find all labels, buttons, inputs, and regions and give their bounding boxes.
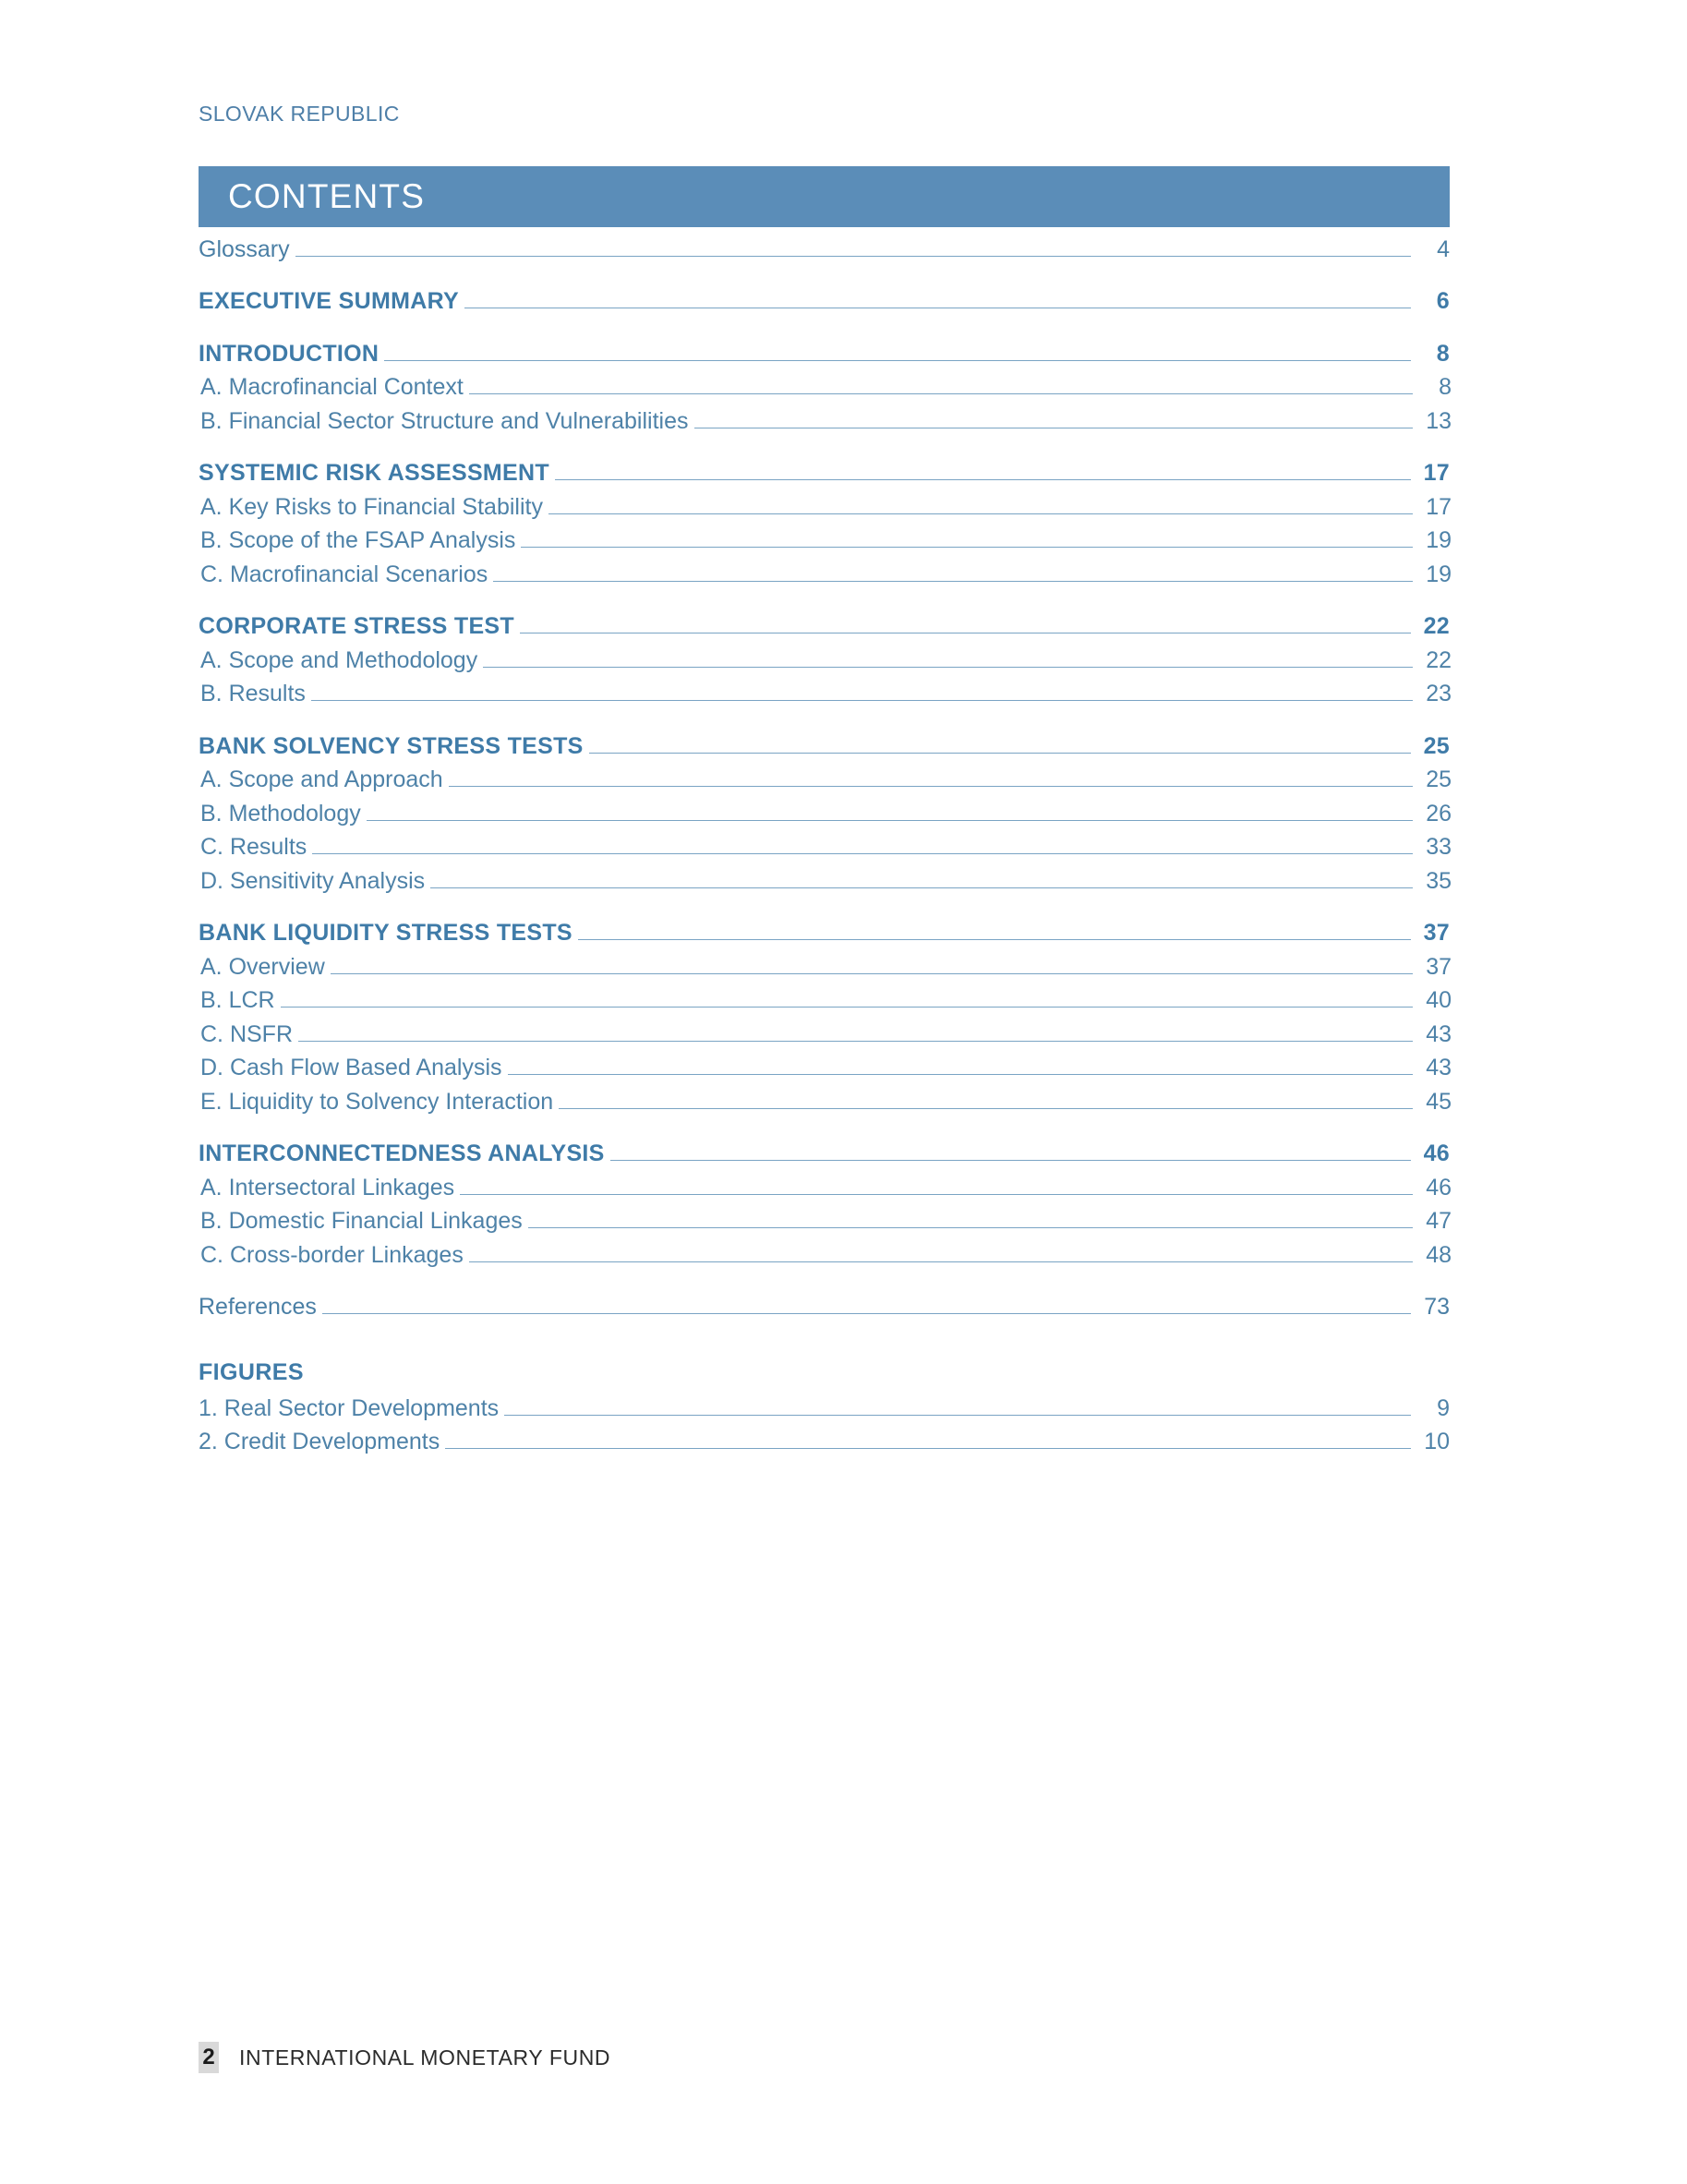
toc-entry-label: References: [199, 1294, 317, 1320]
toc-spacer: [199, 1267, 1450, 1285]
toc-leader-line: [520, 615, 1411, 634]
toc-leader-line: [311, 682, 1413, 702]
toc-leader-line: [469, 376, 1413, 395]
toc-leader-line: [508, 1056, 1413, 1076]
contents-header-bar: [199, 166, 1450, 227]
toc-entry-page: 8: [1439, 374, 1452, 400]
toc-entry-page: 46: [1423, 1140, 1450, 1166]
toc-entry[interactable]: [199, 1296, 1450, 1320]
toc-entry[interactable]: [199, 562, 1452, 586]
toc-entry-label: B. Domestic Financial Linkages: [200, 1208, 523, 1234]
toc-entry-page: 22: [1423, 613, 1450, 639]
toc-entry-label: A. Overview: [200, 953, 325, 980]
toc-leader-line: [298, 1022, 1413, 1042]
toc-leader-line: [555, 462, 1411, 481]
toc-entry-label: C. Macrofinancial Scenarios: [200, 561, 488, 587]
toc-entry-label: Glossary: [199, 235, 290, 262]
toc-entry[interactable]: [199, 237, 1450, 261]
toc-leader-line: [694, 409, 1413, 428]
toc-entry[interactable]: [199, 869, 1452, 893]
page-footer: [199, 2042, 610, 2073]
toc-entry-page: 13: [1426, 407, 1452, 434]
toc-entry-page: 73: [1424, 1294, 1450, 1320]
toc-leader-line: [521, 529, 1413, 549]
toc-entry-page: 17: [1426, 493, 1452, 520]
toc-spacer: [199, 706, 1450, 724]
toc-leader-line: [589, 734, 1411, 754]
toc-leader-line: [548, 495, 1413, 514]
toc-spacer: [199, 586, 1450, 605]
toc-entry-page: 9: [1437, 1394, 1450, 1421]
toc-entry[interactable]: [199, 1243, 1452, 1267]
toc-spacer: [199, 893, 1450, 911]
running-head: SLOVAK REPUBLIC: [199, 102, 400, 126]
toc-entry-label: B. LCR: [200, 987, 275, 1013]
toc-leader-line: [504, 1396, 1411, 1416]
toc-entry[interactable]: [199, 462, 1450, 486]
toc-leader-line: [312, 836, 1413, 855]
toc-entry-page: 19: [1426, 561, 1452, 587]
toc-leader-line: [460, 1176, 1413, 1195]
toc-entry-page: 23: [1426, 681, 1452, 706]
toc-leader-line: [464, 290, 1411, 309]
toc-entry-page: 6: [1436, 288, 1450, 314]
toc-entry-label: B. Methodology: [200, 800, 361, 827]
toc-entry-page: 37: [1423, 920, 1450, 946]
toc-entry[interactable]: [199, 615, 1450, 639]
toc-entry[interactable]: [199, 1022, 1452, 1046]
toc-entry-label: B. Financial Sector Structure and Vulnerabilities: [200, 407, 689, 434]
toc-entry-page: 19: [1426, 527, 1452, 553]
toc-entry-label: SYSTEMIC RISK ASSESSMENT: [199, 460, 549, 486]
toc-entry[interactable]: [199, 1396, 1450, 1420]
toc-entry-label: B. Results: [200, 681, 306, 706]
organization-name: INTERNATIONAL MONETARY FUND: [239, 2045, 611, 2069]
toc-spacer: [199, 433, 1450, 452]
toc-leader-line: [384, 342, 1411, 361]
toc-entry-label: A. Macrofinancial Context: [200, 374, 464, 400]
toc-entry[interactable]: [199, 495, 1452, 519]
toc-entry[interactable]: [199, 682, 1452, 706]
toc-entry[interactable]: [199, 768, 1452, 792]
toc-leader-line: [322, 1296, 1411, 1315]
toc-entry[interactable]: [199, 1210, 1452, 1234]
toc-leader-line: [295, 237, 1411, 257]
toc-entry[interactable]: [199, 290, 1450, 314]
toc-entry-label: INTERCONNECTEDNESS ANALYSIS: [199, 1140, 605, 1166]
page-content: [199, 0, 1450, 1454]
contents-title: CONTENTS: [228, 177, 426, 215]
toc-entry-label: CORPORATE STRESS TEST: [199, 613, 514, 639]
toc-entry-page: 26: [1426, 800, 1452, 827]
toc-entry[interactable]: [199, 955, 1452, 979]
toc-leader-line: [528, 1210, 1413, 1229]
toc-entry[interactable]: [199, 1430, 1450, 1454]
toc-leader-line: [610, 1142, 1411, 1162]
toc-entry-label: E. Liquidity to Solvency Interaction: [200, 1088, 554, 1115]
toc-entry-page: 33: [1426, 834, 1452, 860]
toc-leader-line: [483, 648, 1413, 668]
toc-spacer: [199, 261, 1450, 280]
toc-entry-label: C. Cross-border Linkages: [200, 1241, 464, 1268]
toc-leader-line: [559, 1090, 1413, 1109]
toc-entry[interactable]: [199, 836, 1452, 860]
toc-entry-page: 25: [1426, 766, 1452, 792]
toc-entry-page: 43: [1426, 1055, 1452, 1080]
toc-entry-page: 45: [1426, 1088, 1452, 1115]
toc-entry-page: 46: [1426, 1174, 1452, 1201]
toc-entry-label: A. Intersectoral Linkages: [200, 1174, 455, 1201]
toc-entry[interactable]: [199, 922, 1450, 946]
toc-entry-label: D. Sensitivity Analysis: [200, 867, 426, 894]
toc-entry[interactable]: [199, 648, 1452, 672]
toc-entry-label: 1. Real Sector Developments: [199, 1394, 500, 1421]
toc-leader-line: [469, 1243, 1413, 1262]
toc-entry-page: 40: [1426, 987, 1452, 1013]
page-number: 2: [199, 2042, 219, 2073]
toc-entry[interactable]: [199, 529, 1452, 553]
figures-list: [199, 1396, 1450, 1454]
toc-entry-page: 47: [1426, 1208, 1452, 1234]
toc-entry[interactable]: [199, 802, 1452, 826]
toc-entry-label: BANK LIQUIDITY STRESS TESTS: [199, 920, 572, 946]
toc-entry-page: 4: [1437, 235, 1450, 262]
table-of-contents: [199, 237, 1450, 1319]
toc-entry-label: INTRODUCTION: [199, 340, 380, 367]
toc-entry-page: 8: [1436, 340, 1450, 367]
toc-entry-label: C. NSFR: [200, 1020, 293, 1047]
toc-entry[interactable]: [199, 989, 1452, 1013]
toc-entry-page: 10: [1424, 1429, 1450, 1454]
toc-entry[interactable]: [199, 409, 1452, 433]
toc-entry[interactable]: [199, 342, 1450, 366]
toc-entry[interactable]: [199, 1142, 1450, 1166]
toc-leader-line: [430, 869, 1413, 888]
toc-entry-page: 48: [1426, 1241, 1452, 1268]
toc-entry-page: 35: [1426, 867, 1452, 894]
toc-entry-page: 25: [1423, 732, 1450, 759]
toc-leader-line: [281, 989, 1413, 1008]
toc-entry-page: 22: [1426, 646, 1452, 673]
toc-entry-label: 2. Credit Developments: [199, 1429, 440, 1454]
toc-leader-line: [578, 922, 1411, 941]
toc-entry[interactable]: [199, 1090, 1452, 1114]
toc-leader-line: [367, 802, 1413, 821]
toc-leader-line: [449, 768, 1413, 788]
toc-entry-page: 37: [1426, 953, 1452, 980]
toc-entry-page: 17: [1423, 460, 1450, 486]
toc-entry-label: EXECUTIVE SUMMARY: [199, 288, 459, 314]
toc-entry[interactable]: [199, 1176, 1452, 1200]
toc-entry-label: D. Cash Flow Based Analysis: [200, 1055, 502, 1080]
toc-entry-label: BANK SOLVENCY STRESS TESTS: [199, 732, 584, 759]
toc-entry-label: A. Scope and Methodology: [200, 646, 478, 673]
toc-entry[interactable]: [199, 734, 1450, 758]
toc-leader-line: [493, 562, 1413, 582]
toc-entry[interactable]: [199, 376, 1452, 400]
toc-leader-line: [445, 1430, 1411, 1450]
toc-leader-line: [331, 955, 1413, 974]
toc-entry-label: B. Scope of the FSAP Analysis: [200, 527, 516, 553]
toc-spacer: [199, 1114, 1450, 1132]
toc-entry[interactable]: [199, 1056, 1452, 1080]
toc-entry-label: A. Key Risks to Financial Stability: [200, 493, 543, 520]
toc-spacer: [199, 313, 1450, 332]
figures-heading: FIGURES: [199, 1359, 304, 1385]
toc-entry-label: C. Results: [200, 834, 307, 860]
toc-entry-page: 43: [1426, 1020, 1452, 1047]
toc-entry-label: A. Scope and Approach: [200, 766, 443, 792]
